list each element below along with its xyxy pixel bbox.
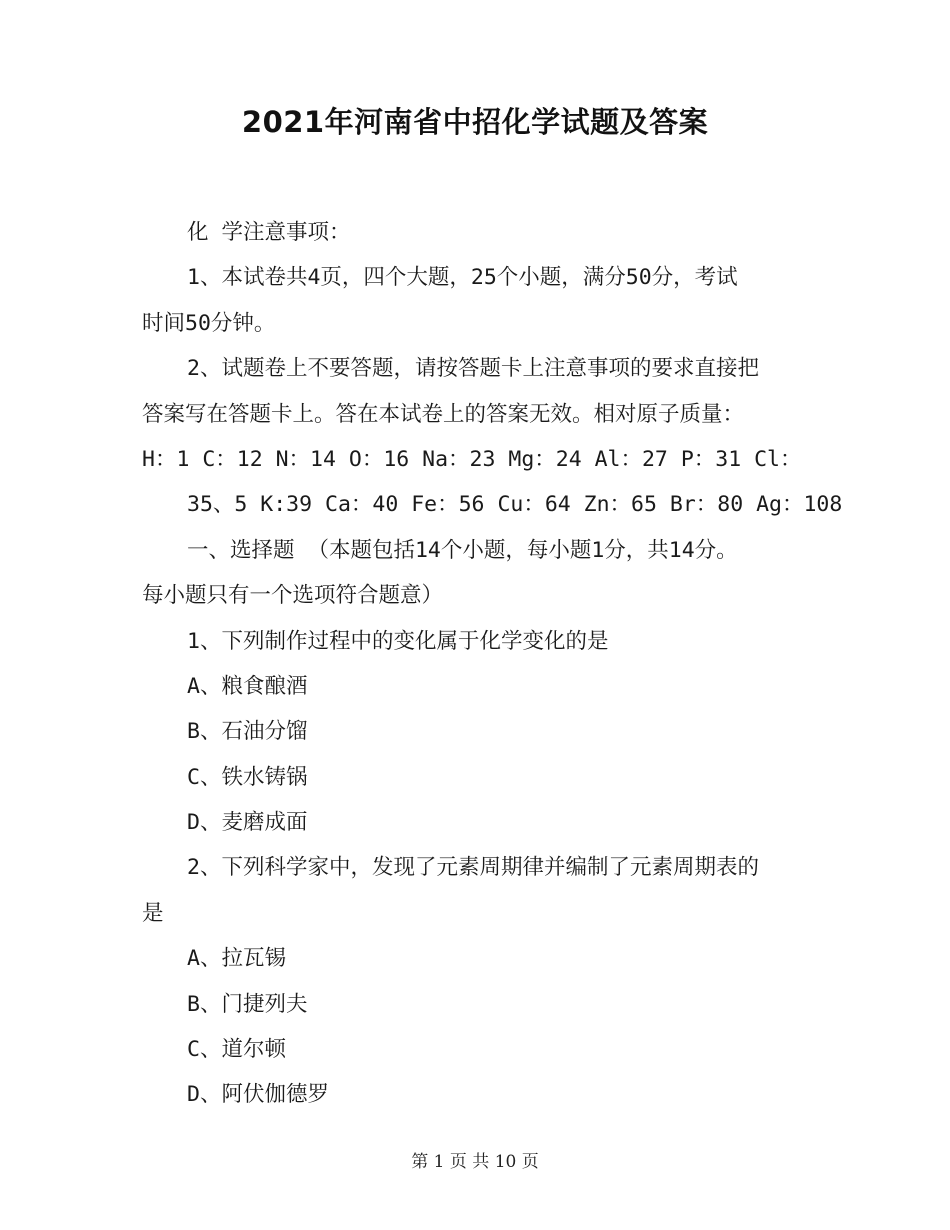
question-2-option-d: D、阿伏伽德罗 [187,1082,329,1108]
notice-1-line-1: 1、本试卷共4页，四个大题，25个小题，满分50分，考试 [187,265,738,291]
page-footer: 第 1 页 共 10 页 [411,1152,539,1172]
notice-2-line-1: 2、试题卷上不要答题，请按答题卡上注意事项的要求直接把 [187,356,759,382]
question-1: 1、下列制作过程中的变化属于化学变化的是 [187,628,609,654]
question-1-option-c: C、铁水铸锅 [187,764,308,790]
document-body [142,210,843,1118]
question-1-option-d: D、麦磨成面 [187,810,308,836]
question-2-option-b: B、门捷列夫 [187,991,308,1017]
section-heading-line-1: 一、选择题 （本题包括14个小题，每小题1分，共14分。 [187,537,738,563]
question-2-option-a: A、拉瓦锡 [187,946,286,972]
question-2-line-1: 2、下列科学家中，发现了元素周期律并编制了元素周期表的 [187,855,759,881]
section-heading-line-2: 每小题只有一个选项符合题意） [142,583,444,609]
document-title: 2021年河南省中招化学试题及答案 [241,105,709,139]
notice-2-line-2: 答案写在答题卡上。答在本试卷上的答案无效。相对原子质量： [142,401,745,427]
notice-heading: 化 学注意事项： [187,220,351,245]
atomic-masses-line-2: 35、5 K:39 Ca：40 Fe：56 Cu：64 Zn：65 Br：80 Ag：108 [187,492,843,518]
atomic-masses-line-1: H：1 C：12 N：14 O：16 Na：23 Mg：24 Al：27 P：31 Cl： [142,446,802,472]
question-2-option-c: C、道尔顿 [187,1037,286,1063]
question-1-option-a: A、粮食酿酒 [187,673,308,699]
notice-1-line-2: 时间50分钟。 [142,310,276,336]
question-1-option-b: B、石油分馏 [187,719,308,745]
question-2-line-2: 是 [142,900,164,926]
